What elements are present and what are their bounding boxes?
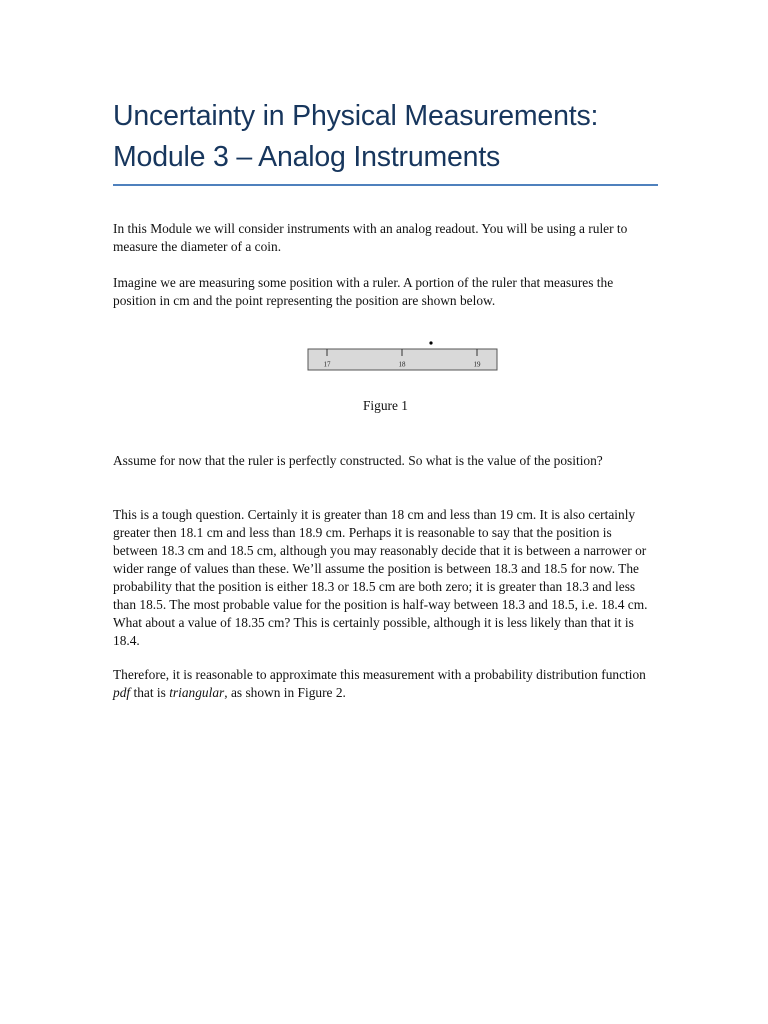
ruler-tick-label-18: 18 [398, 360, 406, 369]
conclusion-paragraph [113, 666, 658, 702]
intro-paragraph: In this Module we will consider instruments with an analog readout. You will be using a ruler to measure the diameter of a coin. [113, 221, 628, 254]
discussion-paragraph: This is a tough question. Certainly it is greater than 18 cm and less than 19 cm. It is also certainly greater then 18.1 cm and less than 18.9 cm. Perhaps it is reasonable to say that the position is between 18.3 cm and 18.5 cm, although you may reasonably decide that it is between a narrower or wider range of values than these. We’ll assume the position is between 18.3 and 18.5 for now. The probability that the position is either 18.3 or 18.5 cm are both zero; it is greater than 18.3 and less than 18.5. The most probable value for the position is half-way between 18.3 and 18.5, i.e. 18.4 cm. What about a value of 18.35 cm? This is certainly possible, although it is less likely than that it is 18.4. [113, 507, 648, 648]
title-line-1: Uncertainty in Physical Measurements: [113, 100, 599, 132]
triangular-term: triangular [169, 685, 225, 700]
ruler-figure [307, 340, 499, 376]
conclusion-text-2: that is [130, 685, 170, 700]
ruler-tick-label-17: 17 [323, 360, 331, 369]
assumption-paragraph: Assume for now that the ruler is perfectly constructed. So what is the value of the position? [113, 453, 603, 468]
ruler-paragraph: Imagine we are measuring some position with a ruler. A portion of the ruler that measures the position in cm and the point representing the position are shown below. [113, 275, 614, 308]
pdf-term: pdf [113, 685, 131, 700]
title-divider [113, 184, 658, 186]
conclusion-text-3: , as shown in Figure 2. [224, 685, 346, 700]
position-point [429, 341, 432, 344]
title-line-2: Module 3 – Analog Instruments [113, 141, 501, 173]
conclusion-text-1: Therefore, it is reasonable to approximate this measurement with a probability distribution function [113, 667, 646, 682]
figure-caption: Figure 1 [362, 398, 408, 413]
ruler-svg [307, 340, 499, 376]
document-page [113, 96, 658, 700]
page-title [113, 96, 658, 178]
ruler-tick-label-19: 19 [473, 360, 481, 369]
